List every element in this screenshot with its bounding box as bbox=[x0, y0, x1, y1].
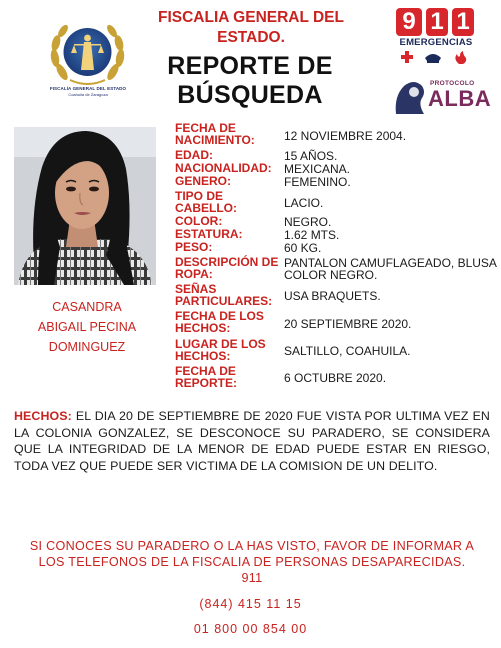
birth-date-value: 12 NOVIEMBRE 2004. bbox=[284, 129, 407, 143]
alba-name: ALBA bbox=[428, 86, 492, 111]
marks-label bbox=[175, 284, 272, 307]
weight-value: 60 KG. bbox=[284, 241, 322, 255]
agency-line-2: ESTADO. bbox=[217, 29, 285, 46]
contact-phone-2: 01 800 00 854 00 bbox=[193, 622, 308, 636]
contact-line-1: SI CONOCES SU PARADERO O LA HAS VISTO, FAVOR DE INFORMAR A bbox=[29, 539, 475, 553]
fire-icon bbox=[455, 51, 466, 64]
title-line-2: BÚSQUEDA bbox=[177, 81, 323, 109]
place-label-line-2: HECHOS: bbox=[175, 348, 231, 363]
clothes-label-line-1: DESCRIPCIÓN DE bbox=[175, 255, 279, 269]
alba-protocol-label: PROTOCOLO bbox=[430, 80, 475, 87]
agency-name bbox=[152, 8, 350, 48]
person-name-line-1: CASANDRA bbox=[52, 300, 122, 314]
nationality-label: NACIONALIDAD: bbox=[175, 161, 272, 175]
hair-type-value: LACIO. bbox=[284, 196, 324, 210]
digit-9: 9 bbox=[396, 8, 422, 36]
place-label bbox=[175, 339, 266, 362]
events-date-label-line-1: FECHA DE LOS bbox=[175, 309, 264, 323]
contact-line-2: LOS TELEFONOS DE LA FISCALIA DE PERSONAS DESAPARECIDAS. bbox=[38, 555, 466, 569]
weight-label: PESO: bbox=[175, 240, 213, 254]
clothes-label bbox=[175, 257, 278, 280]
emergency-911-logo bbox=[396, 8, 474, 36]
logo-caption: FISCALÍA GENERAL DEL ESTADO bbox=[49, 86, 127, 91]
clothes-value bbox=[284, 257, 497, 281]
gender-value: FEMENINO. bbox=[284, 175, 351, 189]
color-value: NEGRO. bbox=[284, 215, 332, 229]
digit-1-second: 1 bbox=[452, 8, 474, 36]
report-date-label bbox=[175, 366, 237, 389]
events-date-value: 20 SEPTIEMBRE 2020. bbox=[284, 317, 412, 331]
page-title bbox=[150, 52, 350, 110]
person-photo bbox=[14, 127, 156, 285]
age-value: 15 AÑOS. bbox=[284, 149, 338, 163]
contact-call-to-action bbox=[14, 538, 490, 586]
agency-line-1: FISCALIA GENERAL DEL bbox=[157, 9, 344, 26]
clothes-value-line-2: COLOR NEGRO. bbox=[284, 268, 378, 282]
birth-date-label-line-2: NACIMIENTO: bbox=[175, 132, 255, 147]
person-name-line-2: ABIGAIL PECINA bbox=[37, 320, 137, 334]
color-label: COLOR: bbox=[175, 214, 223, 228]
digit-1: 1 bbox=[426, 8, 448, 36]
birth-date-label bbox=[175, 123, 255, 146]
person-name-line-3: DOMINGUEZ bbox=[48, 340, 126, 354]
events-date-label bbox=[175, 311, 264, 334]
report-date-value: 6 OCTUBRE 2020. bbox=[284, 371, 387, 385]
emergency-label: EMERGENCIAS bbox=[399, 37, 473, 48]
marks-value: USA BRAQUETS. bbox=[284, 289, 381, 303]
nationality-value: MEXICANA. bbox=[284, 162, 351, 176]
events-description bbox=[14, 408, 490, 474]
place-value: SALTILLO, COAHUILA. bbox=[284, 344, 411, 358]
clothes-label-line-2: ROPA: bbox=[175, 266, 213, 281]
report-date-label-line-1: FECHA DE bbox=[175, 364, 236, 378]
police-hat-icon bbox=[425, 54, 441, 63]
person-name bbox=[10, 297, 164, 357]
logo-subcaption: Coahuila de Zaragoza bbox=[68, 92, 108, 97]
events-description-text: EL DIA 20 DE SEPTIEMBRE DE 2020 FUE VISTA POR ULTIMA VEZ EN LA COLONIA GONZALEZ, SE DESCONOCE SU PARADERO, SE CONSIDERA QUE LA INTEGRIDAD DE LA MENOR DE EDAD PUEDE ESTAR EN RIESGO, TODA VEZ QUE PUEDE SER VICTIMA DE LA COMISION DE UN DELITO. bbox=[14, 409, 490, 473]
hair-type-label-line-1: TIPO DE bbox=[175, 189, 224, 203]
report-date-label-line-2: REPORTE: bbox=[175, 375, 238, 390]
age-label: EDAD: bbox=[175, 148, 213, 162]
height-label: ESTATURA: bbox=[175, 227, 243, 241]
marks-label-line-2: PARTICULARES: bbox=[175, 293, 273, 308]
hair-type-label-line-2: CABELLO: bbox=[175, 200, 237, 215]
clothes-value-line-1: PANTALON CAMUFLAGEADO, BLUSA bbox=[284, 256, 497, 270]
medical-cross-icon bbox=[401, 51, 413, 63]
place-label-line-1: LUGAR DE LOS bbox=[175, 337, 266, 351]
birth-date-label-line-1: FECHA DE bbox=[175, 121, 236, 135]
contact-line-3: 911 bbox=[241, 571, 263, 585]
contact-phone-1: (844) 415 11 15 bbox=[199, 597, 302, 611]
gender-label: GENERO: bbox=[175, 174, 232, 188]
emergency-icons bbox=[397, 50, 475, 66]
events-description-label: HECHOS: bbox=[14, 409, 72, 423]
marks-label-line-1: SEÑAS bbox=[175, 282, 217, 296]
hair-type-label bbox=[175, 191, 237, 214]
events-date-label-line-2: HECHOS: bbox=[175, 320, 231, 335]
title-line-1: REPORTE DE bbox=[167, 52, 333, 80]
height-value: 1.62 MTS. bbox=[284, 228, 340, 242]
